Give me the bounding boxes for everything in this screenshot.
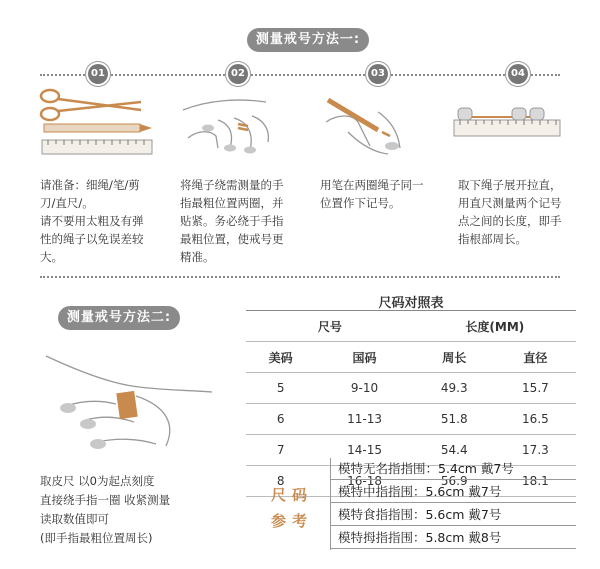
cell: 15.7 — [495, 373, 576, 404]
step-3-description: 用笔在两圈绳子同一 位置作下记号。 — [320, 178, 424, 210]
cell: 6 — [246, 404, 315, 435]
step-badge-1: 01 — [88, 64, 108, 84]
step-4-description: 取下绳子展开拉直， 用直尺测量两个记号 点之间的长度，即手 指根部周长。 — [458, 178, 562, 246]
cell: 8 — [246, 466, 315, 497]
cell: 54.4 — [414, 435, 495, 466]
tape-measure-icon — [116, 391, 137, 419]
ruler-icon — [454, 120, 560, 136]
steps-dotted-line — [40, 74, 560, 76]
tape-measure-hand-illustration — [36, 346, 216, 458]
table-group-header — [246, 311, 576, 342]
pencil-mark-illustration — [318, 92, 428, 168]
col-us-size: 美码 — [246, 342, 315, 373]
scissors-icon — [41, 90, 141, 120]
cell: 49.3 — [414, 373, 495, 404]
step-badge-4: 04 — [508, 64, 528, 84]
col-cn-size: 国码 — [315, 342, 413, 373]
fingertip-2 — [224, 145, 236, 152]
method2-description: 取皮尺 以0为起点刻度 直接绕手指一圈 收紧测量 读取数值即可 (即手指最粗位置周长) — [40, 474, 171, 545]
step-2-description: 将绳子绕需测量的手 指最粗位置两圈，并 贴紧。务必绕于手指 最粗位置，使戒号更 精准。 — [180, 178, 284, 264]
cell: 51.8 — [414, 404, 495, 435]
method2-title: 测量戒号方法二: — [58, 306, 180, 330]
section-divider — [40, 276, 560, 278]
cell: 14-15 — [315, 435, 413, 466]
size-table-title: 尺码对照表 — [378, 296, 444, 311]
scissors-pencil-ruler-illustration — [36, 84, 156, 162]
col-diameter: 直径 — [495, 342, 576, 373]
cell: 17.3 — [495, 435, 576, 466]
table-row — [246, 404, 576, 435]
cell: 18.1 — [495, 466, 576, 497]
pencil-icon — [328, 100, 378, 130]
cell: 56.9 — [414, 466, 495, 497]
cell: 11-13 — [315, 404, 413, 435]
group-header-length: 长度(MM) — [414, 311, 576, 342]
reference-row-thumb: 模特拇指指围：5.8cm 戴8号 — [330, 527, 576, 549]
cell: 16-18 — [315, 466, 413, 497]
step-badge-2: 02 — [228, 64, 248, 84]
table-row — [246, 373, 576, 404]
col-circumference: 周长 — [414, 342, 495, 373]
reference-label: 尺码 参考 — [270, 486, 313, 530]
step-1-description: 请准备：细绳/笔/剪 刀/直尺/。 请不要用太粗及有弹 性的绳子以免误差较 大。 — [40, 178, 144, 264]
method1-title: 测量戒号方法一: — [247, 28, 369, 52]
hand-wrap-illustration — [178, 90, 288, 164]
fingertip-3 — [244, 147, 256, 154]
ruler-icon — [42, 140, 152, 154]
cell: 9-10 — [315, 373, 413, 404]
ruler-measure-illustration — [452, 104, 564, 148]
group-header-size: 尺号 — [246, 311, 414, 342]
pencil-icon — [44, 124, 152, 132]
cell: 7 — [246, 435, 315, 466]
fingertip-1 — [202, 125, 214, 132]
cell: 5 — [246, 373, 315, 404]
reference-row-index-finger: 模特食指指围：5.6cm 戴7号 — [330, 504, 576, 526]
cell: 16.5 — [495, 404, 576, 435]
reference-row-middle-finger: 模特中指指围：5.6cm 戴7号 — [330, 481, 576, 503]
step-badge-3: 03 — [368, 64, 388, 84]
table-column-header — [246, 342, 576, 373]
reference-row-ring-finger: 模特无名指指围：5.4cm 戴7号 — [330, 458, 576, 480]
